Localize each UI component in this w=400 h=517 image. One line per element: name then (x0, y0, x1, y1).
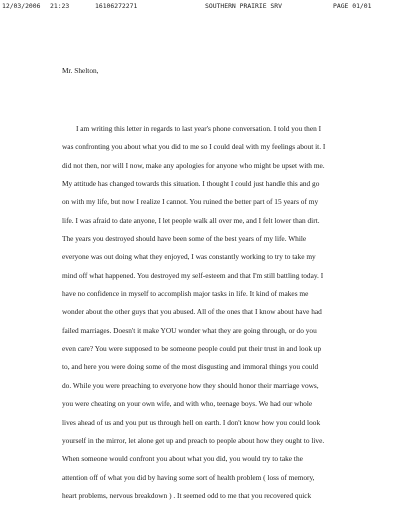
letter-line: do. While you were preaching to everyone how they should honor their marriage vows, (62, 380, 319, 390)
letter-paragraph (62, 124, 392, 509)
letter-line: did not then, nor will I now, make any apologies for anyone who might be upset with me. (62, 160, 325, 170)
letter-line: have no confidence in myself to accomplish major tasks in life. It kind of makes me (62, 289, 309, 299)
fax-number: 16106272271 (95, 2, 138, 10)
letter-line: on with my life, but now I realize I cannot. You ruined the better part of 15 years of my (62, 197, 319, 207)
letter-line: yourself in the mirror, let alone get up and preach to people about how they ought to live. (62, 435, 325, 445)
letter-line: everyone was out doing what they enjoyed, I was constantly working to try to take my (62, 252, 316, 262)
letter-line: failed marriages. Doesn't it make YOU wonder what they are going through, or do you (62, 325, 317, 335)
letter-line: even care? You were supposed to be someone people could put their trust in and look up (62, 344, 322, 354)
fax-organization: SOUTHERN PRAIRIE SRV (205, 2, 282, 10)
letter-line: lives ahead of us and you put us through hell on earth. I don't know how you could look (62, 417, 321, 427)
fax-date: 12/03/2006 (2, 2, 41, 10)
letter-line: attention off of what you did by having some sort of health problem ( loss of memory, (62, 472, 315, 482)
letter-line: My attitude has changed towards this situation. I thought I could just handle this and go (62, 179, 320, 189)
fax-time: 21:23 (50, 2, 70, 10)
letter-line: wonder about the other guys that you abused. All of the ones that I know about have had (62, 307, 322, 317)
letter-line: life. I was afraid to date anyone, I let people walk all over me, and I felt lower than dirt. (62, 215, 320, 225)
letter-line: was confronting you about what you did to me so I could deal with my feelings about it. I (62, 142, 326, 152)
fax-page-number: PAGE 01/01 (333, 2, 372, 10)
letter-line: to, and here you were doing some of the most disgusting and immoral things you could (62, 362, 319, 372)
letter-line: mind off what happened. You destroyed my self-esteem and that I'm still battling today. I (62, 270, 324, 280)
letter-line: When someone would confront you about what you did, you would try to take the (62, 454, 303, 464)
letter-line: The years you destroyed should have been some of the best years of my life. While (62, 234, 307, 244)
letter-line: I am writing this letter in regards to last year's phone conversation. I told you then I (76, 124, 322, 133)
letter-salutation: Mr. Shelton, (62, 66, 99, 75)
letter-line: heart problems, nervous breakdown ) . It seemed odd to me that you recovered quick (62, 490, 312, 500)
fax-header (0, 2, 400, 12)
letter-line: you were cheating on your own wife, and with who, teenage boys. We had our whole (62, 399, 313, 409)
